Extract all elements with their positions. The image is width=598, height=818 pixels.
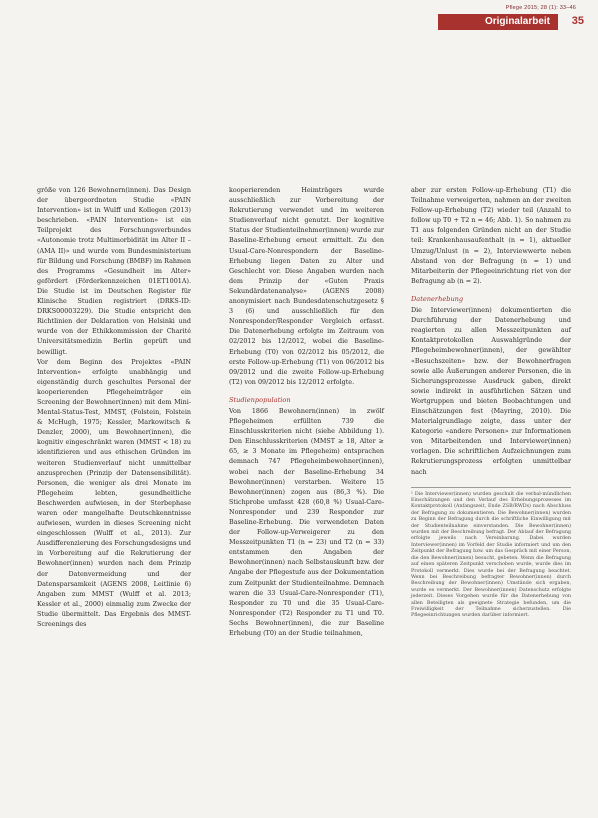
- section-tab: [438, 14, 558, 30]
- section-heading-datenerhebung: Datenerhebung: [411, 294, 464, 303]
- paragraph: Vor dem Beginn des Projektes «PAIN Intervention» erfolgte unabhängig und eigenständig durch geschultes Personal der kooperierenden Pflegeheimträger ein Screening der Bewohner(innen) mit dem Mini-Mental-Status-Test, MMST, (Folstein, Folstein & McHugh, 1975; Kessler, Markowitsch & Denzler, 2000), um Bewohner(innen), die kognitiv eingeschränkt waren (MMST < 18) zu identifizieren und aus ethischen Gründen im weiteren Studienverlauf nicht unmittelbar anzusprechen (Prinzip der Datensensibilität). Personen, die weniger als drei Monate im Pflegeheim lebten, gesundheitliche Beschwerden aufwiesen, in der Sterbephase waren oder mangelhafte Deutschkenntnisse aufwiesen, wurden in dieses Screening nicht eingeschlossen (Wulff et al., 2013). Zur Ausdifferenzierung des Forschungsdesigns und in Vorbereitung auf die Rekrutierung der Bewohner(innen) wurden nach dem Prinzip der Datenvermeidung und der Datensparsamkeit (AGENS 2008, Leitlinie 6) Angaben zum MMST (Wulff et al. 2013; Kessler et al., 2000) einmalig zum Zwecke der Studie übermittelt. Das Ergebnis des MMST-Screenings des: [37, 357, 191, 629]
- paragraph: größe von 126 Bewohnern(innen). Das Design der übergeordneten Studie «PAIN Intervention» ist in Wulff und Kollegen (2013) beschrieben. «PAIN Intervention» ist ein Teilprojekt des Forschungsverbundes «Autonomie trotz Multimorbidität im Alter II – (AMA II)» und wurde vom Bundesministerium für Bildung und Forschung (BMBF) im Rahmen des Programms «Gesundheit im Alter» gefördert (Förderkennzeichen 01ET1001A). Die Studie ist im Deutschen Register für Klinische Studien registriert (DRKS-ID: DRKS00003229). Die Studie entspricht den Richtlinien der Deklaration von Helsinki und wurde von der Ethikkommission der Charité Universitätsmedizin Berlin geprüft und bewilligt.: [37, 186, 191, 356]
- page-number: 35: [571, 15, 584, 27]
- paragraph: Von 1866 Bewohnern(innen) in zwölf Pflegeheimen erfüllten 739 die Einschlusskriterien nicht (siehe Abbildung 1). Den Einschlusskriterien (MMST ≥ 18, Alter ≥ 65, ≥ 3 Monate im Pflegeheim) entsprachen demnach 747 Pflegeheimbewohner(innen), wobei nach der Baseline-Erhebung 34 Bewohner(innen) verstarben. Weitere 15 Bewohner(innen) zogen aus (86,3 %). Die Stichprobe umfasst 428 (60,8 %) Usual-Care-Nonresponder und 239 Responder zur Baseline-Erhebung. Die verwendeten Daten der Follow-up-Verweigerer zu den Messzeitpunkten T1 (n = 23) und T2 (n = 33) entstammen den Angaben der Bewohner(innen) nach Selbstauskunft bzw. der Angabe der Pflegestufe aus der Dokumentation zum Zeitpunkt der Studienteilnahme. Demnach waren die 33 Usual-Care-Nonresponder (T1), Responder zu T0 und die 35 Usual-Care-Nonresponder (T2) Responder zu T1 und T0. Sechs Bewohner(innen), die zur Baseline Erhebung (T0) an der Studie teilnahmen,: [229, 406, 384, 638]
- column-1: [37, 185, 191, 629]
- paragraph: Die Interviewer(innen) dokumentierten die Durchführung der Datenerhebung und reagierten zu allen Messzeitpunkten auf Kontaktprotokollen Auswahlgründe der Pflegeheimbewohner(innen), der gewählter «Besuchszeiten» bzw. der Bewohnerfragen sowie alle Äußerungen anderer Personen, die in Sicherungsprozesse Ausdruck gaben, direkt sowie indirekt in ausführlichen Sätzen und Wortgruppen und bieten Beobachtungen und Einschätzungen fest (Mayring, 2010). Die Materialgrundlage zeigte, dass unter der Kategorie «andere Personen» zur Informationen von Mitarbeitenden und Interviewer(innen) vorlagen. Die schriftlichen Aufzeichnungen zum Rekrutierungsprozess erfolgten unmittelbar nach: [411, 306, 571, 476]
- paragraph: aber zur ersten Follow-up-Erhebung (T1) die Teilnahme verweigerten, nahmen an der zweiten Follow-up-Erhebung (T2) wieder teil (Anzahl to follow up T0 + T2 n = 46; Abb. 1). So nahmen zu T1 aus folgenden Gründen nicht an der Studie teil: Krankenhausaufenthalt (n = 1), aktueller Umzug/Unlust (n = 2), Interviewwerte neben Abstand von der Befragung (n = 1) und Mitarbeiterin der Pflegeeinrichtung riet von der Befragung ab (n = 2).: [411, 186, 571, 285]
- paragraph: kooperierenden Heimträgers wurde ausschließlich zur Vorbereitung der Rekrutierung verwendet und im weiteren Studienverlauf nicht genutzt. Der kognitive Status der Studienteilnehmer(innen) wurde zur Baseline-Erhebung erneut ermittelt. Zu den Usual-Care-Nonrespondern der Baseline-Erhebung liegen Daten zu Alter und Geschlecht vor. Diese Angaben wurden nach dem Prinzip der «Guten Praxis Sekundärdatenanalyse» (AGENS 2008) anonymisiert nach Bundesdatenschutzgesetz § 3 (6) und ausschließlich für den Nonresponder/Responder Vergleich erfasst. Die Datenerhebung erfolgte im Zeitraum von 02/2012 bis 12/2012, wobei die Baseline-Erhebung (T0) von 02/2012 bis 05/2012, die erste Follow-up-Erhebung (T1) von 06/2012 bis 09/2012 und die zweite Follow-up-Erhebung (T2) von 09/2012 bis 12/2012 erfolgte.: [229, 186, 384, 386]
- journal-reference: Pflege 2015; 28 (1): 33–46: [505, 5, 576, 11]
- section-label: Originalarbeit: [484, 16, 550, 27]
- column-2: [229, 185, 384, 638]
- footnote: ¹ Die Interviewer(innen) wurden geschult die verbal-mündlichen Einschätzungen und den Verlauf des Erhebungsprozesses im Kontaktprotokoll (Anfangszeit, Ende ZSB/RWDs) nach Abschluss der Befragung zu dokumentieren. Die Bewohner(innen) wurden zu Beginn der Befragung durch die schriftliche Einwilligung mit der Studienteilnahme einverstanden. Die Bewohner(innen) wurden mit der Beschreibung befragt. Der Ablauf der Befragung erfolgte jeweils nach Vereinbarung. Dabei wurden Interviewer(innen) im Vorfeld der Studie informiert und um den Zeitpunkt der Befragung bzw. um das Gespräch mit einer Person, die den Bewohner(innen) besucht, gebeten. Wenn die Befragung auf einen späteren Zeitpunkt verschoben wurde, wurde dies im Protokoll vermerkt. Dies wurde bei der Befragung beachtet. Wenn bei Beschreibung befragter Bewohner(innen) durch Beschreibung der Bewohner(innen) Umstände sich ergaben, wurde es vermerkt. Der Bewohner(innen) Datenschutz erfolgte jederzeit. Dieses Vorgehen wurde für die Datenerhebung von allen Beteiligten als geeignete Strategie befunden, um die Freiwilligkeit der Teilnahme sicherzustellen. Die Pflegeeinrichtungen wurden darüber informiert.: [411, 487, 571, 620]
- section-heading-studienpopulation: Studienpopulation: [229, 395, 291, 404]
- column-3: [411, 185, 571, 620]
